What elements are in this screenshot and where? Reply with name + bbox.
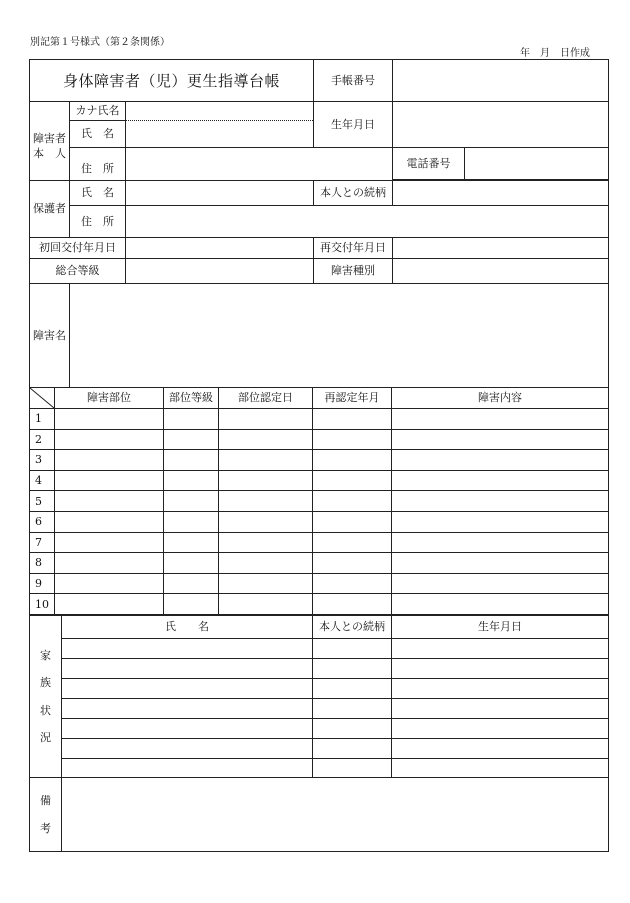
person-section-label-line2: 本 人 bbox=[33, 147, 66, 160]
disability-header-text: 部位認定日 bbox=[238, 391, 293, 405]
disability-cell-part-certified-date[interactable] bbox=[218, 593, 313, 615]
disability-row-number bbox=[29, 470, 55, 492]
disability-cell-body-part[interactable] bbox=[54, 511, 164, 533]
disability-cell-part-certified-date[interactable] bbox=[218, 470, 313, 492]
disability-row-number bbox=[29, 490, 55, 512]
remarks-label bbox=[29, 777, 62, 852]
relationship-label bbox=[313, 180, 393, 206]
disability-name-label bbox=[29, 283, 70, 388]
disability-header-text: 再認定年月 bbox=[324, 391, 380, 405]
reissue-date-field[interactable] bbox=[392, 237, 609, 259]
kana-divider bbox=[126, 120, 313, 121]
disability-cell-part-grade[interactable] bbox=[163, 552, 219, 574]
disability-name-label-text: 障害名 bbox=[33, 328, 66, 342]
overall-grade-label-text: 総合等級 bbox=[55, 264, 100, 278]
family-cell-birth-date[interactable] bbox=[391, 658, 609, 679]
disability-cell-part-grade[interactable] bbox=[163, 429, 219, 451]
family-header-text: 本人との続柄 bbox=[319, 620, 385, 634]
person-section-label bbox=[29, 101, 70, 191]
disability-type-label bbox=[313, 258, 393, 284]
guardian-name-label-text: 氏 名 bbox=[81, 186, 114, 200]
row-number-text: 7 bbox=[35, 535, 42, 549]
disability-cell-part-certified-date[interactable] bbox=[218, 552, 313, 574]
name-label-text: 氏 名 bbox=[81, 127, 114, 141]
row-number-text: 2 bbox=[35, 432, 42, 446]
guardian-address-field[interactable] bbox=[125, 205, 609, 238]
disability-cell-part-grade[interactable] bbox=[163, 408, 219, 430]
disability-cell-part-certified-date[interactable] bbox=[218, 511, 313, 533]
notebook-number-label bbox=[313, 59, 393, 102]
disability-cell-part-grade[interactable] bbox=[163, 532, 219, 554]
row-number-text: 4 bbox=[35, 474, 42, 487]
relationship-label-text: 本人との続柄 bbox=[320, 186, 386, 200]
disability-cell-part-grade[interactable] bbox=[163, 470, 219, 492]
address-label-text: 住 所 bbox=[81, 162, 114, 176]
disability-header-text: 障害内容 bbox=[478, 391, 522, 405]
disability-cell-disability-content[interactable] bbox=[391, 552, 609, 574]
disability-type-field[interactable] bbox=[392, 258, 609, 284]
disability-cell-disability-content[interactable] bbox=[391, 511, 609, 533]
disability-cell-body-part[interactable] bbox=[54, 593, 164, 615]
family-header-birth-date bbox=[391, 615, 609, 639]
row-number-text: 1 bbox=[35, 412, 42, 426]
guardian-address-label bbox=[69, 205, 126, 238]
disability-cell-body-part[interactable] bbox=[54, 408, 164, 430]
disability-cell-disability-content[interactable] bbox=[391, 408, 609, 430]
remarks-label-char-2: 考 bbox=[40, 821, 51, 835]
first-issue-date-field[interactable] bbox=[125, 237, 314, 259]
disability-header-part-certified-date bbox=[218, 387, 313, 409]
family-cell-relationship[interactable] bbox=[312, 638, 392, 659]
disability-cell-body-part[interactable] bbox=[54, 532, 164, 554]
family-cell-relationship[interactable] bbox=[312, 738, 392, 759]
name-field[interactable] bbox=[125, 101, 314, 148]
disability-cell-body-part[interactable] bbox=[54, 490, 164, 512]
family-cell-birth-date[interactable] bbox=[391, 698, 609, 719]
disability-cell-disability-content[interactable] bbox=[391, 573, 609, 595]
name-label bbox=[69, 120, 126, 148]
disability-cell-part-certified-date[interactable] bbox=[218, 490, 313, 512]
family-cell-name[interactable] bbox=[61, 758, 313, 778]
reissue-date-label-text: 再交付年月日 bbox=[320, 241, 386, 255]
disability-cell-part-grade[interactable] bbox=[163, 490, 219, 512]
remarks-label-char-1: 備 bbox=[40, 794, 51, 808]
overall-grade-label bbox=[29, 258, 126, 284]
disability-cell-recertification-month[interactable] bbox=[312, 573, 392, 595]
disability-row-number bbox=[29, 408, 55, 430]
family-cell-birth-date[interactable] bbox=[391, 758, 609, 778]
disability-cell-disability-content[interactable] bbox=[391, 593, 609, 615]
row-number-text: 3 bbox=[35, 453, 42, 467]
disability-cell-body-part[interactable] bbox=[54, 573, 164, 595]
disability-row-number bbox=[29, 532, 55, 554]
disability-cell-disability-content[interactable] bbox=[391, 470, 609, 492]
family-header-name bbox=[61, 615, 313, 639]
row-number-text: 10 bbox=[35, 597, 49, 611]
disability-cell-part-grade[interactable] bbox=[163, 511, 219, 533]
disability-row-number bbox=[29, 593, 55, 615]
row-number-text: 5 bbox=[35, 494, 42, 508]
family-cell-birth-date[interactable] bbox=[391, 638, 609, 659]
disability-header-recertification-month bbox=[312, 387, 392, 409]
notebook-number-field[interactable] bbox=[392, 59, 609, 102]
overall-grade-field[interactable] bbox=[125, 258, 314, 284]
creation-date-line: 年 月 日作成 bbox=[520, 48, 590, 59]
disability-row-number bbox=[29, 429, 55, 451]
family-cell-relationship[interactable] bbox=[312, 658, 392, 679]
disability-row-number bbox=[29, 449, 55, 471]
row-number-text: 8 bbox=[35, 556, 42, 570]
disability-header-body-part bbox=[54, 387, 164, 409]
family-cell-name[interactable] bbox=[61, 698, 313, 719]
disability-header-part-grade bbox=[163, 387, 219, 409]
disability-cell-recertification-month[interactable] bbox=[312, 449, 392, 471]
disability-row-number bbox=[29, 573, 55, 595]
first-issue-date-label-text: 初回交付年月日 bbox=[39, 241, 116, 255]
disability-name-field[interactable] bbox=[69, 283, 609, 388]
family-cell-relationship[interactable] bbox=[312, 758, 392, 778]
phone-label bbox=[392, 147, 465, 180]
disability-cell-recertification-month[interactable] bbox=[312, 552, 392, 574]
row-number-text: 9 bbox=[35, 577, 42, 590]
disability-row-number bbox=[29, 552, 55, 574]
disability-cell-recertification-month[interactable] bbox=[312, 408, 392, 430]
disability-header-text: 障害部位 bbox=[87, 391, 131, 405]
disability-cell-recertification-month[interactable] bbox=[312, 490, 392, 512]
family-header-text: 氏 名 bbox=[165, 620, 209, 634]
disability-cell-disability-content[interactable] bbox=[391, 532, 609, 554]
person-section-label-line1: 障害者 bbox=[33, 131, 66, 145]
family-label-char-1: 家 bbox=[40, 649, 51, 663]
remarks-field[interactable] bbox=[61, 777, 609, 852]
form-title bbox=[29, 59, 314, 102]
disability-cell-recertification-month[interactable] bbox=[312, 532, 392, 554]
kana-name-label-text: カナ氏名 bbox=[75, 104, 120, 118]
family-cell-name[interactable] bbox=[61, 638, 313, 659]
birth-date-field[interactable] bbox=[392, 101, 609, 148]
disability-cell-part-grade[interactable] bbox=[163, 573, 219, 595]
family-cell-name[interactable] bbox=[61, 678, 313, 699]
guardian-name-label bbox=[69, 180, 126, 206]
birth-date-label bbox=[313, 101, 393, 148]
family-section-label bbox=[29, 615, 62, 778]
disability-cell-body-part[interactable] bbox=[54, 552, 164, 574]
disability-cell-disability-content[interactable] bbox=[391, 490, 609, 512]
disability-header-text: 部位等級 bbox=[169, 391, 213, 405]
disability-cell-body-part[interactable] bbox=[54, 470, 164, 492]
family-cell-name[interactable] bbox=[61, 718, 313, 739]
disability-header-disability-content bbox=[391, 387, 609, 409]
notebook-number-label-text: 手帳番号 bbox=[331, 73, 375, 87]
disability-cell-part-grade[interactable] bbox=[163, 593, 219, 615]
form-number-label: 別記第１号様式（第２条関係） bbox=[30, 37, 170, 48]
disability-cell-part-grade[interactable] bbox=[163, 449, 219, 471]
disability-cell-body-part[interactable] bbox=[54, 429, 164, 451]
guardian-address-label-text: 住 所 bbox=[81, 214, 114, 228]
family-label-char-2: 族 bbox=[40, 676, 51, 690]
relationship-field[interactable] bbox=[392, 180, 609, 206]
family-cell-birth-date[interactable] bbox=[391, 678, 609, 699]
table-corner bbox=[29, 387, 55, 409]
guardian-name-field[interactable] bbox=[125, 180, 314, 206]
birth-date-label-text: 生年月日 bbox=[331, 117, 375, 131]
family-header-text: 生年月日 bbox=[478, 620, 522, 634]
form-title-text: 身体障害者（児）更生指導台帳 bbox=[62, 71, 280, 90]
family-cell-relationship[interactable] bbox=[312, 698, 392, 719]
reissue-date-label bbox=[313, 237, 393, 259]
family-cell-name[interactable] bbox=[61, 738, 313, 759]
disability-row-number bbox=[29, 511, 55, 533]
disability-cell-part-certified-date[interactable] bbox=[218, 449, 313, 471]
disability-type-label-text: 障害種別 bbox=[331, 264, 375, 278]
family-cell-relationship[interactable] bbox=[312, 718, 392, 739]
disability-cell-recertification-month[interactable] bbox=[312, 511, 392, 533]
disability-cell-recertification-month[interactable] bbox=[312, 470, 392, 492]
guardian-section-label bbox=[29, 180, 70, 238]
family-cell-birth-date[interactable] bbox=[391, 738, 609, 759]
disability-cell-part-certified-date[interactable] bbox=[218, 429, 313, 451]
first-issue-date-label bbox=[29, 237, 126, 259]
row-number-text: 6 bbox=[35, 515, 42, 529]
family-label-char-3: 状 bbox=[40, 703, 51, 717]
family-cell-name[interactable] bbox=[61, 658, 313, 679]
family-label-char-4: 況 bbox=[40, 730, 51, 744]
disability-cell-recertification-month[interactable] bbox=[312, 593, 392, 615]
disability-cell-part-certified-date[interactable] bbox=[218, 408, 313, 430]
kana-name-label bbox=[69, 101, 126, 121]
disability-cell-body-part[interactable] bbox=[54, 449, 164, 471]
disability-cell-part-certified-date[interactable] bbox=[218, 573, 313, 595]
guidance-ledger-form bbox=[29, 59, 609, 852]
family-header-relationship bbox=[312, 615, 392, 639]
family-cell-relationship[interactable] bbox=[312, 678, 392, 699]
phone-field[interactable] bbox=[464, 147, 609, 180]
family-cell-birth-date[interactable] bbox=[391, 718, 609, 739]
disability-cell-part-certified-date[interactable] bbox=[218, 532, 313, 554]
disability-cell-disability-content[interactable] bbox=[391, 449, 609, 471]
disability-cell-recertification-month[interactable] bbox=[312, 429, 392, 451]
phone-label-text: 電話番号 bbox=[406, 156, 451, 170]
disability-cell-disability-content[interactable] bbox=[391, 429, 609, 451]
corner-diagonal bbox=[30, 388, 54, 408]
guardian-section-label-text: 保護者 bbox=[33, 202, 66, 216]
